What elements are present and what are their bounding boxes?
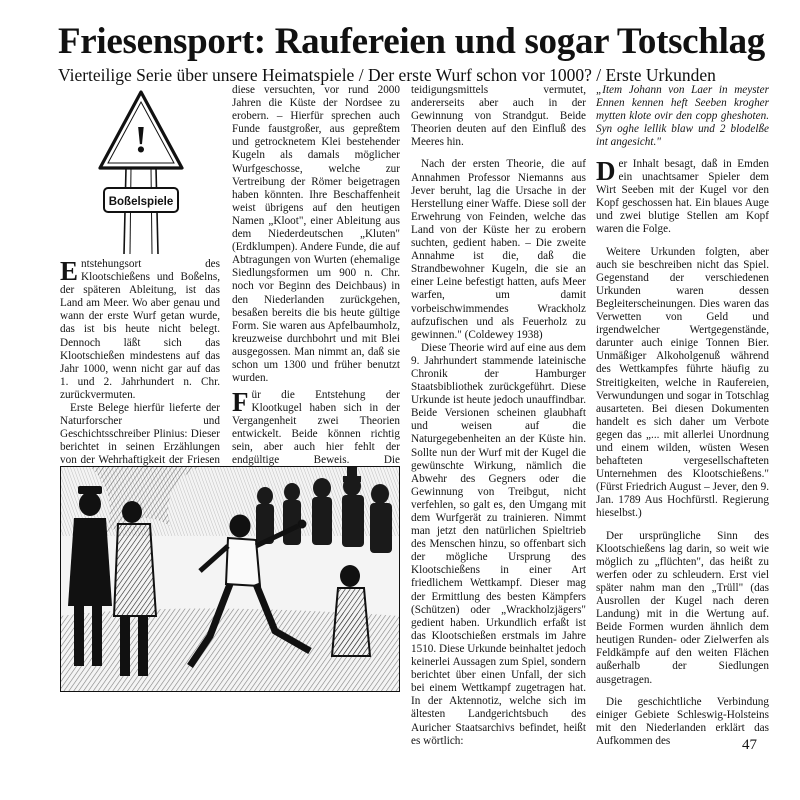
column-3: [411, 84, 586, 748]
column-4-paragraph-4: Die geschichtliche Verbindung einiger Gebiete Schleswig-Holsteins mit den Niederlanden erklärt das Aufkommen des: [596, 695, 769, 747]
subheadline: Vierteilige Serie über unsere Heimatspiele / Der erste Wurf schon vor 1000? / Erste Urkunden: [58, 65, 716, 85]
drop-cap: D: [596, 156, 616, 186]
column-2-paragraph-1: diese versuchten, vor rund 2000 Jahren die Küste der Nordsee zu erobern. – Hierfür sprechen auch Funde faustgroßer, aus gepreßtem und getrocknetem Klei bestehender Kugeln als damals möglicher Wurfgeschosse, welche zur Vertreibung der Römer beigetragen haben könnten. Ihre Beschaffenheit weist übrigens auf den heutigen Namen „Kloot", einer Ableitung aus dem Niederdeutschen „Kluten" (Erdklumpen). Andere Funde, die auf Abtragungen von Wurten (ehemalige Siedlungsformen um 900 n. Chr. noch vor Beginn des Deichbaus) in den Niederlanden zurückgehen, besaßen bereits die bis heute gültige Form. Sie waren aus Apfelbaumholz, kreuzweise durchbohrt und mit Blei ausgegossen. Man nimmt an, daß sie schon um 1300 und früher benutzt wurden.: [232, 84, 400, 385]
warning-sign-icon: [96, 88, 186, 256]
sign-label: Boßelspiele: [108, 196, 174, 208]
column-4-paragraph-3: Der ursprüngliche Sinn des Klootschießens lag darin, so weit wie möglich zu „flüchten", das heißt zu werfen oder zu schleudern. Erst viel später nahm man den „Trüll" (das Ausrollen der Kugel nach deren Landung) mit in die Wertung auf. Beide Formen wurden ähnlich dem heutigen Runden- oder Zielwerfen als Feldkämpfe auf den weiten Flächen außerhalb der Siedlungen ausgetragen.: [596, 529, 769, 686]
column-1: [60, 258, 220, 481]
archive-quote: „Item Johann von Laer in meyster Ennen kennen heft Seeben krogher mytten klote ovir den copp gheshoten. Syn oghe lellik blaw und 2 blodelße int angesicht.": [596, 84, 769, 149]
column-1-paragraph-1: [60, 258, 220, 402]
column-4-paragraph-2: Weitere Urkunden folgten, aber auch sie beschreiben nicht das Spiel. Gegenstand der verschiedenen Urkunden waren dessen Begleiterscheinungen. Dies waren das Verwetten von Geld und irgendwelcher Wertgegenstände, darunter auch einige Tonnen Bier. Unmäßiger Alkoholgenuß während des Wettkampfes führte häufig zu Streitigkeiten, welche in Raufereien, Verwundungen und sogar in Totschlag ausarteten. Bei diesen Dokumenten handelt es sich daher um Verbote gegen das „... mit allerlei Unordnung und einem wilden, wüsten Wesen behafteten vergesellschafteten Unternehmen des Klootschießens." (Fürst Friedrich August – Jever, den 9. Jan. 1789 Aus Hochfürstl. Regierung hieselbst.): [596, 245, 769, 520]
column-3-paragraph-1: teidigungsmittels vermutet, andererseits aber auch in der Gewinnung von Strandgut. Beide Theorien deuten auf den Einfluß des Meeres hin.: [411, 84, 586, 149]
column-2-p2-text: ür die Entstehung der Klootkugel haben sich in der Vergangenheit zwei Theorien entwickelt. Beide können richtig sein, aber auch hier fehlt der endgültige Beweis. Die: [232, 389, 400, 467]
column-3-paragraph-2: Nach der ersten Theorie, die auf Annahmen Professor Niemanns aus Jever beruht, lag die Ursache in der Herstellung einer Waffe. Diese soll der Erwehrung von Feinden, welche das Land von der Küste her zu erobern suchten, gedient haben. – Die zweite Annahme ist die, daß die Strandbewohner Kugeln, die sie an einer Leine befestigt hatten, aufs Meer warfen, um damit vorbeischwimmendes Wrackholz aufzufischen und als Feuerholz zu gewinnen." (Coldewey 1938): [411, 158, 586, 341]
column-3-paragraph-3: Diese Theorie wird auf eine aus dem 9. Jahrhundert stammende lateinische Chronik der Hamburger Staatsbibliothek zurückgeführt. Diese Urkunde ist heute jedoch unauffindbar. Beide Versionen scheinen glaubhaft und weisen auf die Naturgegebenheiten an der Küste hin. Sollte nun der Wurf mit der Kugel die gewünschte Wirkung, nämlich die Abwehr des Gegners oder die Gewinnung von Treibgut, nicht verfehlen, so galt es, den Umgang mit dem Wurfgerät zu trainieren. Nimmt man jetzt den natürlichen Spieltrieb des Menschen hinzu, so offenbart sich der mögliche Ursprung des Klootschießens in einer Art friedlichem Wettkampf. Dieser mag der Ermittlung des besten Kämpfers (Schützen) oder „Wrackholzjägers" gedient haben. Urkundlich erfaßt ist das Klootschießen erstmals im Jahre 1510. Diese Urkunde beinhaltet jedoch keinerlei Aussagen zum Spiel, sondern berichtet über einen Unfall, der sich bei einem Wettkampf zugetragen hat. In der Aktennotiz, welche sich im ältesten Landgerichtsbuch des Auricher Staatsarchivs befindet, heißt es wörtlich:: [411, 341, 586, 747]
column-1-paragraph-2: Erste Belege hierfür lieferte der Naturforscher und Geschichtsschreiber Plinius: Dieser berichtet in seinen Erzählungen von der Wehrhaftigkeit der Friesen: [60, 402, 220, 467]
column-2-top: [232, 84, 400, 385]
headline: Friesensport: Raufereien und sogar Totschlag: [58, 21, 765, 62]
historical-klootschiessen-engraving-icon: [60, 466, 400, 692]
drop-cap: F: [232, 387, 249, 417]
column-4-quote: [596, 84, 769, 149]
column-4: [596, 158, 769, 748]
column-4-p1-text: er Inhalt besagt, daß in Emden ein unachtsamer Spieler dem Wirt Seeben mit der Kugel vor den Kopf geschossen hat. Ein blaues Auge und zwei blutige Stellen am Kopf waren die Folge.: [596, 158, 769, 236]
drop-cap: E: [60, 256, 79, 286]
column-4-paragraph-1: [596, 158, 769, 237]
column-1-p1-text: ntstehungsort des Klootschießens und Boßelns, der späteren Ableitung, ist das Land am Meer. Wo aber genau und wann der erste Wurf getan wurde, das ist bis heute nicht belegt. Dennoch läßt sich das Klootschießen mindestens auf das Jahr 1000, wenn nicht gar auf das 1. und 2. Jahrhundert n. Chr. zurückvermuten.: [60, 258, 220, 401]
sign-exclamation: !: [134, 119, 148, 161]
page-number: 47: [742, 737, 757, 753]
